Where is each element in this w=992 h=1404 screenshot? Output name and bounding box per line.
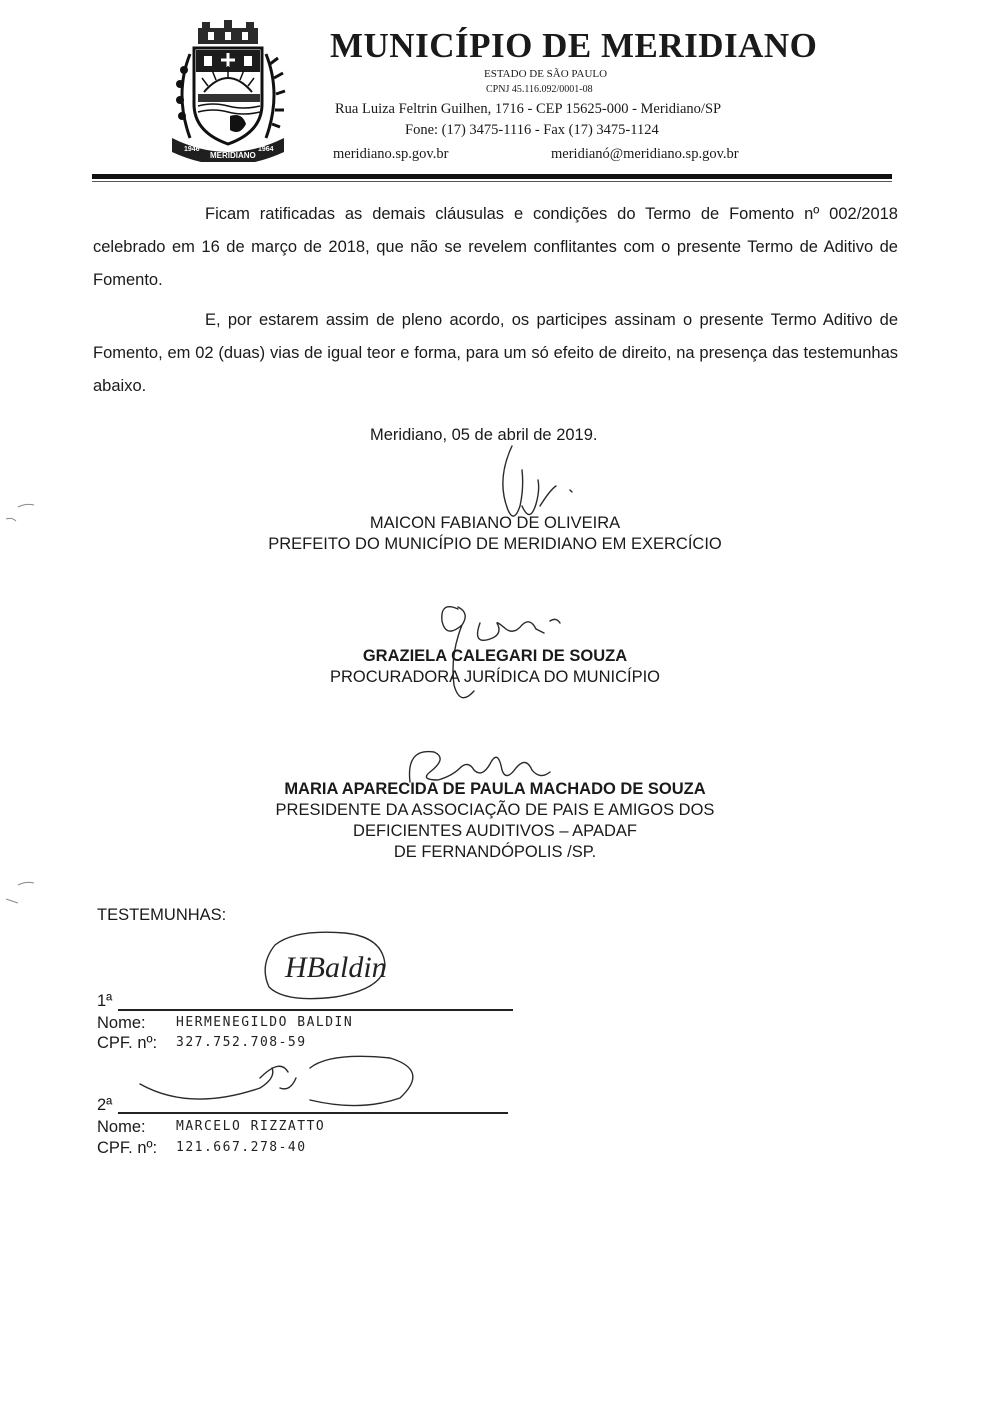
witness-ordinal: 1ª — [97, 992, 113, 1010]
signatory-name: GRAZIELA CALEGARI DE SOUZA — [362, 647, 628, 665]
signatory-role-line: DE FERNANDÓPOLIS /SP. — [393, 843, 597, 861]
cpf-label: CPF. nº: — [97, 1034, 158, 1052]
header-divider — [92, 174, 892, 179]
witness-cpf: 121.667.278-40 — [176, 1140, 307, 1155]
svg-text:HBaldin: HBaldin — [285, 951, 387, 984]
paragraph-ratification: Ficam ratificadas as demais cláusulas e condições do Termo de Fomento nº 002/2018 celebrado em 16 de março de 2018, que não se revelem conflitantes com o presente Termo de Aditivo de Fomento. — [93, 205, 898, 289]
website-link[interactable]: meridiano.sp.gov.br — [333, 146, 449, 162]
cpf-label: CPF. nº: — [97, 1139, 158, 1157]
signatory-name: MARIA APARECIDA DE PAULA MACHADO DE SOUZA — [284, 780, 706, 798]
witness-name: MARCELO RIZZATTO — [176, 1119, 326, 1134]
scan-mark — [0, 495, 40, 535]
cnpj-number: CPNJ 45.116.092/0001-08 — [486, 84, 593, 95]
signatory-role: PREFEITO DO MUNICÍPIO DE MERIDIANO EM EXERCÍCIO — [268, 535, 722, 553]
state-name: ESTADO DE SÃO PAULO — [484, 68, 608, 80]
witness-name: HERMENEGILDO BALDIN — [176, 1015, 354, 1030]
signature-line — [118, 1112, 508, 1114]
date-line: Meridiano, 05 de abril de 2019. — [370, 426, 598, 444]
signatory-attorney — [200, 646, 790, 688]
email-link[interactable]: meridianó@meridiano.sp.gov.br — [551, 146, 739, 162]
signatory-president — [200, 779, 790, 863]
svg-text:1946: 1946 — [184, 146, 200, 153]
svg-text:MERIDIANO: MERIDIANO — [210, 151, 256, 160]
signatory-role-line: DEFICIENTES AUDITIVOS – APADAF — [353, 822, 637, 840]
signatory-role-line: PRESIDENTE DA ASSOCIAÇÃO DE PAIS E AMIGOS DOS — [275, 801, 715, 819]
signatory-mayor — [200, 513, 790, 555]
witnesses-heading: TESTEMUNHAS: — [97, 906, 227, 924]
name-label: Nome: — [97, 1014, 146, 1032]
svg-text:1964: 1964 — [258, 146, 274, 153]
header-divider-thin — [92, 181, 892, 182]
signatory-role: PROCURADORA JURÍDICA DO MUNICÍPIO — [329, 668, 661, 686]
scan-mark — [0, 875, 40, 915]
address-line: Rua Luiza Feltrin Guilhen, 1716 - CEP 15625-000 - Meridiano/SP — [335, 101, 722, 117]
signature-line — [118, 1009, 513, 1011]
signature-witness-1 — [255, 925, 395, 1000]
phone-line: Fone: (17) 3475-1116 - Fax (17) 3475-1124 — [405, 122, 659, 138]
paragraph-agreement: E, por estarem assim de pleno acordo, os participes assinam o presente Termo Aditivo de Fomento, em 02 (duas) vias de igual teor e forma, para um só efeito de direito, na presença das testemunhas abaixo. — [93, 311, 898, 395]
signatory-name: MAICON FABIANO DE OLIVEIRA — [369, 514, 621, 532]
witness-ordinal: 2ª — [97, 1096, 113, 1114]
witness-cpf: 327.752.708-59 — [176, 1035, 307, 1050]
name-label: Nome: — [97, 1118, 146, 1136]
municipality-title: MUNICÍPIO DE MERIDIANO — [330, 26, 818, 65]
signature-witness-2 — [130, 1048, 430, 1118]
municipal-coat-of-arms — [168, 20, 288, 162]
